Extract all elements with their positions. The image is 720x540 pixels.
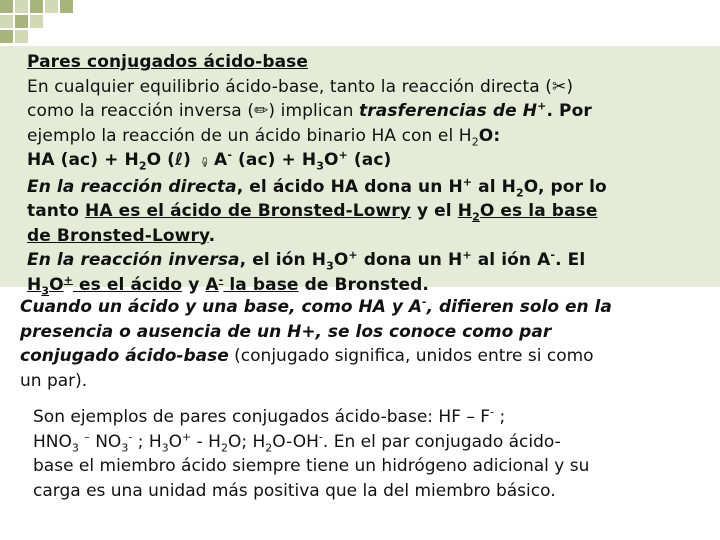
text-line (27, 175, 717, 200)
text-span: la base (223, 274, 299, 295)
text-span: , difieren solo en la (426, 297, 612, 317)
text-span: 3 (41, 283, 50, 297)
text-span: HA (ac) + H (27, 150, 139, 170)
text-line (20, 369, 720, 394)
text-span: O, por lo (523, 176, 607, 197)
text-span: ejemplo la reacción de un ácido binario HA con el H (27, 125, 472, 146)
text-span: y (182, 274, 206, 295)
text-span: - (128, 429, 133, 443)
text-span: HNO (33, 431, 72, 452)
text-span: de Bronsted. (298, 274, 429, 295)
text-span: de Bronsted-Lowry (27, 225, 209, 246)
text-span: + (462, 174, 473, 188)
text-line (33, 454, 713, 479)
text-span: . El (555, 250, 586, 270)
text-span: 3 (121, 440, 129, 454)
text-line (27, 99, 717, 124)
text-span: En la reacción directa (27, 176, 237, 197)
text-span: En la reacción inversa (27, 250, 240, 270)
deco-square (30, 15, 43, 28)
text-span: - (227, 148, 232, 162)
text-span: (conjugado significa, unidos entre si como (228, 346, 594, 366)
text-span: 3 (161, 440, 169, 454)
text-span: NO (89, 431, 122, 452)
text-span: y el (410, 201, 458, 221)
text-span: como la reacción inversa ( (27, 101, 255, 121)
text-span: dona un H (357, 250, 463, 270)
reaction-equation (27, 148, 717, 175)
text-span: 2 (471, 134, 479, 148)
text-line (33, 430, 713, 455)
text-span: 3 (316, 159, 324, 173)
text-span: base el miembro ácido siempre tiene un hidrógeno adicional y su (33, 456, 590, 476)
text-span: O (ℓ) (146, 150, 198, 170)
corner-decoration (0, 0, 90, 45)
text-span: O (333, 250, 349, 270)
text-span: al H (472, 176, 516, 197)
text-span: 2 (516, 185, 524, 199)
deco-square (0, 15, 13, 28)
text-span: - (550, 248, 556, 262)
text-span: O-OH (272, 431, 319, 452)
deco-square (0, 0, 13, 13)
text-line (33, 405, 713, 430)
text-span: 2 (472, 210, 480, 224)
text-span: O: (478, 125, 501, 146)
text-span: - H (191, 431, 221, 452)
text-span: + (182, 429, 192, 443)
text-span: (ac) + H (231, 150, 317, 170)
text-span: 3 (71, 440, 79, 454)
text-span: A (208, 150, 228, 170)
text-span: ; H (132, 431, 162, 452)
text-span: 3 (326, 259, 334, 273)
deco-square (15, 15, 28, 28)
text-span: ; (494, 407, 506, 427)
text-line (33, 479, 713, 504)
deco-square (45, 0, 58, 13)
text-span: tanto (27, 201, 86, 221)
text-span: carga es una unidad más positiva que la del miembro básico. (33, 480, 556, 501)
text-span: A (205, 274, 219, 295)
text-line (20, 344, 720, 369)
text-line (27, 124, 717, 149)
text-line (20, 295, 720, 320)
text-span: 2 (265, 440, 273, 454)
text-span: trasferencias de H (359, 101, 538, 121)
text-line (27, 199, 717, 224)
text-span: H (457, 201, 473, 221)
text-span: (ac) (347, 150, 392, 170)
text-line (27, 75, 717, 100)
text-span: Pares conjugados ácido-base (27, 52, 309, 72)
text-span: HA es el ácido de Bronsted-Lowry (85, 201, 411, 221)
text-line (27, 273, 717, 298)
text-span: + (462, 248, 472, 262)
text-span: es el ácido (72, 274, 183, 295)
arrow-icon: ✑ (195, 156, 211, 168)
text-span: 2 (138, 159, 147, 173)
text-span: Cuando un ácido y una base, como HA y A (20, 297, 422, 317)
definition-paragraph (20, 295, 720, 393)
pencil-icon: ✏ (254, 101, 269, 121)
text-line (20, 320, 720, 345)
text-span: O (323, 150, 339, 170)
text-span: al ión A (471, 250, 551, 270)
text-span: . Por (546, 101, 592, 121)
scissors-icon: ✂ (552, 76, 567, 97)
deco-square (15, 30, 28, 43)
text-span: + (63, 272, 73, 286)
text-span: O; H (227, 431, 266, 452)
text-span: O es la base (479, 201, 598, 221)
text-span: conjugado ácido-base (20, 346, 229, 366)
text-line (27, 224, 717, 249)
text-span: – (84, 429, 90, 443)
text-span: Son ejemplos de pares conjugados ácido-base: HF – F (33, 407, 491, 427)
text-span: presencia o ausencia de un H+, se los conoce como par (20, 321, 552, 342)
text-span: H (27, 274, 42, 295)
deco-square (60, 0, 73, 13)
text-span: + (537, 99, 547, 113)
text-span: + (338, 148, 348, 162)
deco-square (0, 30, 13, 43)
deco-square (30, 0, 43, 13)
examples-paragraph (33, 405, 713, 503)
text-span: 2 (220, 440, 228, 454)
text-span: , el ácido HA dona un H (236, 176, 463, 197)
text-line (27, 248, 717, 273)
text-span: - (421, 295, 427, 309)
text-span: . En el par conjugado ácido- (322, 431, 561, 452)
text-span: En cualquier equilibrio ácido-base, tanto la reacción directa ( (27, 76, 552, 97)
text-span: O (49, 274, 64, 295)
section-heading (27, 50, 717, 75)
text-span: , el ión H (239, 250, 327, 270)
intro-paragraph (27, 50, 717, 297)
deco-square (15, 0, 28, 13)
text-span: - (318, 429, 323, 443)
text-span: - (218, 272, 224, 286)
text-span: . (208, 225, 216, 246)
text-span: + (348, 248, 358, 262)
text-span: ) (566, 76, 574, 97)
text-span: - (490, 405, 495, 419)
text-span: un par). (20, 370, 88, 391)
text-span: ) implican (268, 101, 360, 121)
text-span: O (168, 431, 183, 452)
